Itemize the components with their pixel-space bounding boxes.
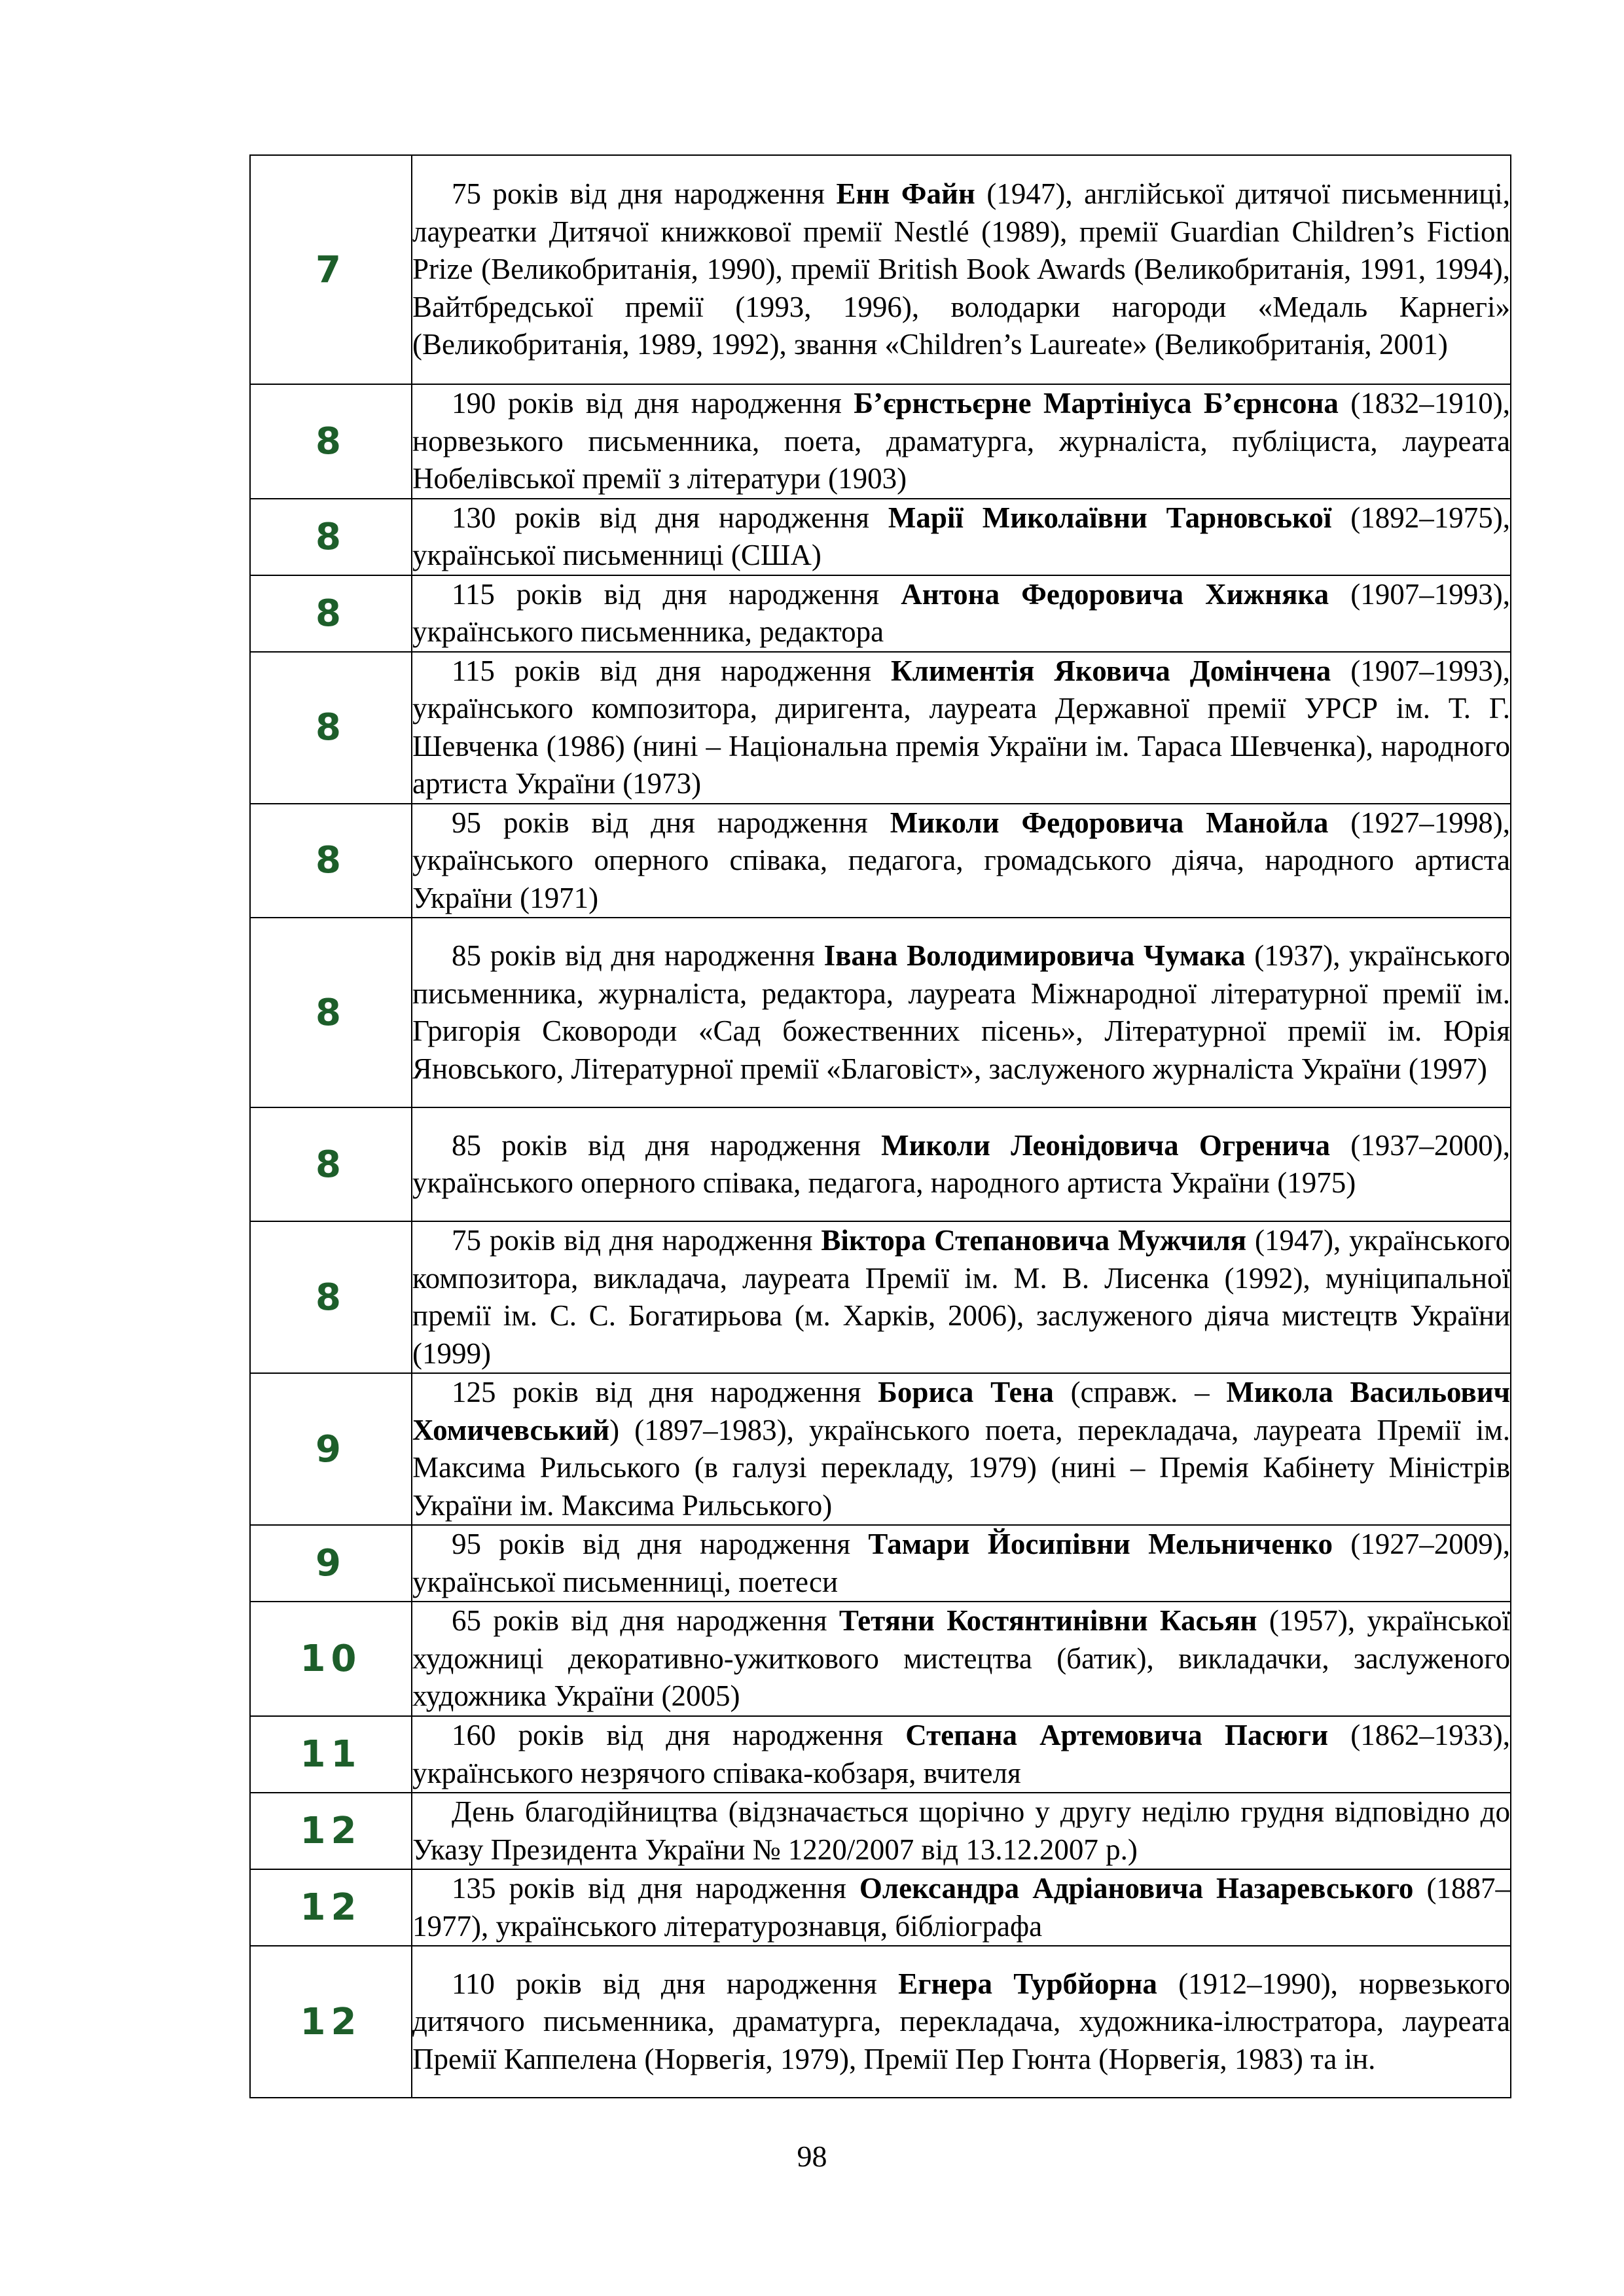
entry-text: 110 років від дня народження Егнера Турбйорна (1912–1990), норвезького дитячого письменника, драматурга, перекладача, художника-ілюстратора, лауреата Премії Каппелена (Норвегія, 1979), Премії Пер Гюнта (Норвегія, 1983) та ін. bbox=[412, 1946, 1511, 2098]
table-row bbox=[250, 1716, 1511, 1793]
table-row bbox=[250, 499, 1511, 575]
table-row bbox=[250, 575, 1511, 652]
entry-text: 135 років від дня народження Олександра Адріановича Назаревського (1887–1977), українського літературознавця, бібліографа bbox=[412, 1869, 1511, 1946]
entry-text: 95 років від дня народження Миколи Федоровича Манойла (1927–1998), українського оперного співака, педагога, громадського діяча, народного артиста України (1971) bbox=[412, 804, 1511, 918]
entry-text: 85 років від дня народження Івана Володимировича Чумака (1937), українського письменника, журналіста, редактора, лауреата Міжнародної літературної премії ім. Григорія Сковороди «Сад божественних пісень», Літературної премії ім. Юрія Яновського, Літературної премії «Благовіст», заслуженого журналіста України (1997) bbox=[412, 918, 1511, 1107]
table-row bbox=[250, 1221, 1511, 1373]
person-name: Миколи Леонідовича Огренича bbox=[881, 1128, 1331, 1162]
day-number: 11 bbox=[250, 1716, 412, 1793]
entry-text: 95 років від дня народження Тамари Йосипівни Мельниченко (1927–2009), української письменниці, поетеси bbox=[412, 1525, 1511, 1602]
person-name: Івана Володимировича Чумака bbox=[823, 939, 1246, 972]
day-number: 12 bbox=[250, 1793, 412, 1869]
day-number: 7 bbox=[250, 155, 412, 384]
entry-text: 115 років від дня народження Климентія Яковича Домінчена (1907–1993), українського композитора, диригента, лауреата Державної премії УРСР ім. Т. Г. Шевченка (1986) (нині – Національна премія України ім. Тараса Шевченка), народного артиста України (1973) bbox=[412, 652, 1511, 804]
day-number: 8 bbox=[250, 499, 412, 575]
table-row bbox=[250, 804, 1511, 918]
table-row bbox=[250, 1602, 1511, 1716]
day-number: 9 bbox=[250, 1373, 412, 1525]
person-name: Марії Миколаївни Тарновської bbox=[888, 501, 1332, 534]
table-row bbox=[250, 652, 1511, 804]
day-number: 8 bbox=[250, 1107, 412, 1221]
day-number: 8 bbox=[250, 1221, 412, 1373]
day-number: 10 bbox=[250, 1602, 412, 1716]
entry-text: 190 років від дня народження Б’єрнстьєрне Мартініуса Б’єрнсона (1832–1910), норвезького письменника, поета, драматурга, журналіста, публіциста, лауреата Нобелівської премії з літератури (1903) bbox=[412, 384, 1511, 499]
day-number: 8 bbox=[250, 575, 412, 652]
person-name: Б’єрнстьєрне Мартініуса Б’єрнсона bbox=[854, 387, 1339, 420]
entry-text: 160 років від дня народження Степана Артемовича Пасюги (1862–1933), українського незрячого співака-кобзаря, вчителя bbox=[412, 1716, 1511, 1793]
table-row bbox=[250, 918, 1511, 1107]
table-row bbox=[250, 1107, 1511, 1221]
day-number: 12 bbox=[250, 1869, 412, 1946]
entry-text: День благодійництва (відзначається щорічно у другу неділю грудня відповідно до Указу Президента України № 1220/2007 від 13.12.2007 р.) bbox=[412, 1793, 1511, 1869]
table-row bbox=[250, 384, 1511, 499]
person-name: Климентія Яковича Домінчена bbox=[891, 654, 1331, 687]
table-row bbox=[250, 1525, 1511, 1602]
entry-text: 125 років від дня народження Бориса Тена (справж. – Микола Васильович Хомичевський) (1897–1983), українського поета, перекладача, лауреата Премії ім. Максима Рильського (в галузі перекладу, 1979) (нині – Премія Кабінету Міністрів України ім. Максима Рильського) bbox=[412, 1373, 1511, 1525]
table-row bbox=[250, 1373, 1511, 1525]
page-number: 98 bbox=[797, 2140, 827, 2173]
table-row bbox=[250, 1869, 1511, 1946]
day-number: 8 bbox=[250, 918, 412, 1107]
person-name: Бориса Тена bbox=[878, 1376, 1054, 1408]
entry-text: 75 років від дня народження Віктора Степановича Мужчиля (1947), українського композитора, викладача, лауреата Премії ім. М. В. Лисенка (1992), муніципальної премії ім. С. С. Богатирьова (м. Харків, 2006), заслуженого діяча мистецтв України (1999) bbox=[412, 1221, 1511, 1373]
person-name: Енн Файн bbox=[836, 177, 975, 211]
person-name: Степана Артемовича Пасюги bbox=[905, 1719, 1329, 1751]
day-number: 9 bbox=[250, 1525, 412, 1602]
table-row bbox=[250, 1793, 1511, 1869]
person-name: Егнера Турбйорна bbox=[898, 1967, 1157, 2000]
person-name: Тетяни Костянтинівни Касьян bbox=[839, 1604, 1257, 1638]
day-number: 8 bbox=[250, 652, 412, 804]
entry-text: 115 років від дня народження Антона Федоровича Хижняка (1907–1993), українського письменника, редактора bbox=[412, 575, 1511, 652]
entry-text: 85 років від дня народження Миколи Леонідовича Огренича (1937–2000), українського оперного співака, педагога, народного артиста України (1975) bbox=[412, 1107, 1511, 1221]
day-number: 8 bbox=[250, 804, 412, 918]
day-number: 8 bbox=[250, 384, 412, 499]
person-name: Тамари Йосипівни Мельниченко bbox=[868, 1528, 1333, 1560]
table-row bbox=[250, 1946, 1511, 2098]
table-row bbox=[250, 155, 1511, 384]
entry-text: 75 років від дня народження Енн Файн (1947), англійської дитячої письменниці, лауреатки Дитячої книжкової премії Nestlé (1989), премії Guardian Children’s Fiction Prize (Великобританія, 1990), премії British Book Awards (Великобританія, 1991, 1994), Вайтбредської премії (1993, 1996), володарки нагороди «Медаль Карнегі» (Великобританія, 1989, 1992), звання «Children’s Laureate» (Великобританія, 2001) bbox=[412, 155, 1511, 384]
entry-text: 130 років від дня народження Марії Миколаївни Тарновської (1892–1975), української письменниці (США) bbox=[412, 499, 1511, 575]
person-name: Миколи Федоровича Манойла bbox=[890, 806, 1329, 839]
entry-text: 65 років від дня народження Тетяни Костянтинівни Касьян (1957), української художниці декоративно-ужиткового мистецтва (батик), викладачки, заслуженого художника України (2005) bbox=[412, 1602, 1511, 1716]
person-real-name: Микола Васильович Хомичевський bbox=[412, 1376, 1511, 1446]
person-name: Антона Федоровича Хижняка bbox=[901, 577, 1329, 611]
person-name: Олександра Адріановича Назаревського bbox=[859, 1872, 1414, 1905]
calendar-table bbox=[249, 154, 1511, 2098]
person-name: Віктора Степановича Мужчиля bbox=[821, 1224, 1247, 1257]
day-number: 12 bbox=[250, 1946, 412, 2098]
